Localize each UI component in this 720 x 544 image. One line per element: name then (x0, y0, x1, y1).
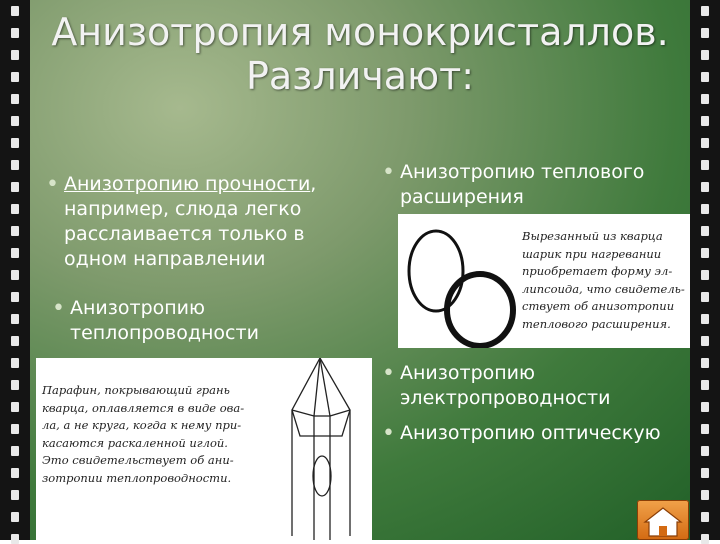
film-hole (701, 138, 709, 148)
paraffin-caption-line: касаются раскаленной иглой. (42, 435, 228, 450)
paraffin-caption (42, 382, 272, 487)
film-hole (701, 336, 709, 346)
film-hole (11, 314, 19, 324)
film-hole (11, 358, 19, 368)
film-hole (701, 94, 709, 104)
quartz-caption-line: Вырезанный из кварца (522, 229, 663, 243)
film-hole (701, 50, 709, 60)
home-icon (637, 500, 689, 540)
film-hole (701, 534, 709, 544)
bullet-dot: • (382, 361, 395, 386)
film-hole (701, 270, 709, 280)
film-hole (11, 270, 19, 280)
film-strip-left (0, 0, 30, 540)
film-hole (701, 204, 709, 214)
quartz-crystal-icon (272, 358, 372, 540)
quartz-caption-line: шарик при нагревании (522, 246, 662, 261)
film-hole (701, 248, 709, 258)
film-hole (11, 248, 19, 258)
strength-link[interactable]: Анизотропию прочности (64, 173, 311, 195)
quartz-caption-line: ствует об анизотропии (522, 299, 675, 313)
film-hole (11, 94, 19, 104)
film-hole (701, 424, 709, 434)
film-hole (11, 6, 19, 16)
title-line-1: Анизотропия монокристаллов. (51, 10, 669, 54)
bullet-conductivity-thermal (52, 296, 350, 346)
quartz-caption-line: теплового расширения. (522, 316, 671, 331)
home-button[interactable] (637, 500, 689, 540)
film-hole (11, 182, 19, 192)
film-hole (11, 512, 19, 522)
bullet-optical-line1: Анизотропию оптическую (400, 422, 661, 444)
slide-title (40, 10, 680, 98)
bullet-thermal-expansion (382, 160, 700, 210)
title-line-2: Различают: (245, 54, 475, 98)
bullet-strength-line4: одном направлении (64, 248, 266, 270)
film-hole (11, 116, 19, 126)
bullet-dot: • (382, 421, 395, 446)
bullet-electric (382, 361, 700, 411)
bullet-strength-line3: расслаивается только в (64, 223, 305, 245)
film-hole (701, 402, 709, 412)
bullet-thermal-line1: Анизотропию (70, 297, 206, 319)
quartz-caption-line: приобретает форму эл- (522, 264, 673, 278)
bullet-expansion-line2: расширения (400, 186, 524, 208)
film-hole (11, 380, 19, 390)
bullet-expansion-line1: Анизотропию теплового (400, 161, 645, 183)
paraffin-figure (36, 358, 372, 540)
film-hole (701, 490, 709, 500)
quartz-caption (522, 228, 688, 333)
bullet-dot: • (46, 172, 59, 197)
film-hole (11, 424, 19, 434)
bullet-optical (382, 421, 700, 446)
film-hole (11, 226, 19, 236)
film-hole (701, 116, 709, 126)
film-hole (11, 28, 19, 38)
bullet-electric-line2: электропроводности (400, 387, 611, 409)
film-hole (701, 160, 709, 170)
paraffin-caption-line: Это свидетельствует об ани- (42, 453, 234, 467)
film-hole (11, 138, 19, 148)
film-hole (701, 512, 709, 522)
film-strip-right (690, 0, 720, 540)
bullet-electric-line1: Анизотропию (400, 362, 536, 384)
film-hole (701, 226, 709, 236)
film-hole (11, 72, 19, 82)
bullet-thermal-line2: теплопроводности (70, 322, 259, 344)
bullet-strength (46, 172, 364, 272)
film-hole (701, 28, 709, 38)
paraffin-caption-line: ла, а не круга, когда к нему при- (42, 418, 242, 432)
film-hole (11, 336, 19, 346)
paraffin-caption-line: зотропии теплопроводности. (42, 470, 232, 485)
film-hole (11, 402, 19, 412)
film-hole (701, 182, 709, 192)
quartz-caption-line: липсоида, что свидетель- (522, 281, 685, 296)
film-hole (11, 468, 19, 478)
film-hole (701, 380, 709, 390)
film-hole (11, 204, 19, 214)
film-hole (701, 468, 709, 478)
film-hole (11, 292, 19, 302)
film-hole (11, 490, 19, 500)
comma: , (310, 173, 317, 195)
bullet-dot: • (52, 296, 65, 321)
film-hole (701, 292, 709, 302)
film-hole (701, 6, 709, 16)
bullet-dot: • (382, 160, 395, 185)
bullet-strength-line2: например, слюда легко (64, 198, 302, 220)
paraffin-caption-line: кварца, оплавляется в виде ова- (42, 400, 245, 415)
film-hole (701, 314, 709, 324)
quartz-sphere-figure (398, 214, 690, 348)
film-hole (11, 160, 19, 170)
paraffin-caption-line: Парафин, покрывающий грань (42, 383, 230, 397)
film-hole (701, 72, 709, 82)
film-hole (11, 446, 19, 456)
film-hole (701, 446, 709, 456)
film-hole (11, 534, 19, 544)
film-hole (701, 358, 709, 368)
film-hole (11, 50, 19, 60)
ellipse-shapes-icon (398, 214, 528, 348)
